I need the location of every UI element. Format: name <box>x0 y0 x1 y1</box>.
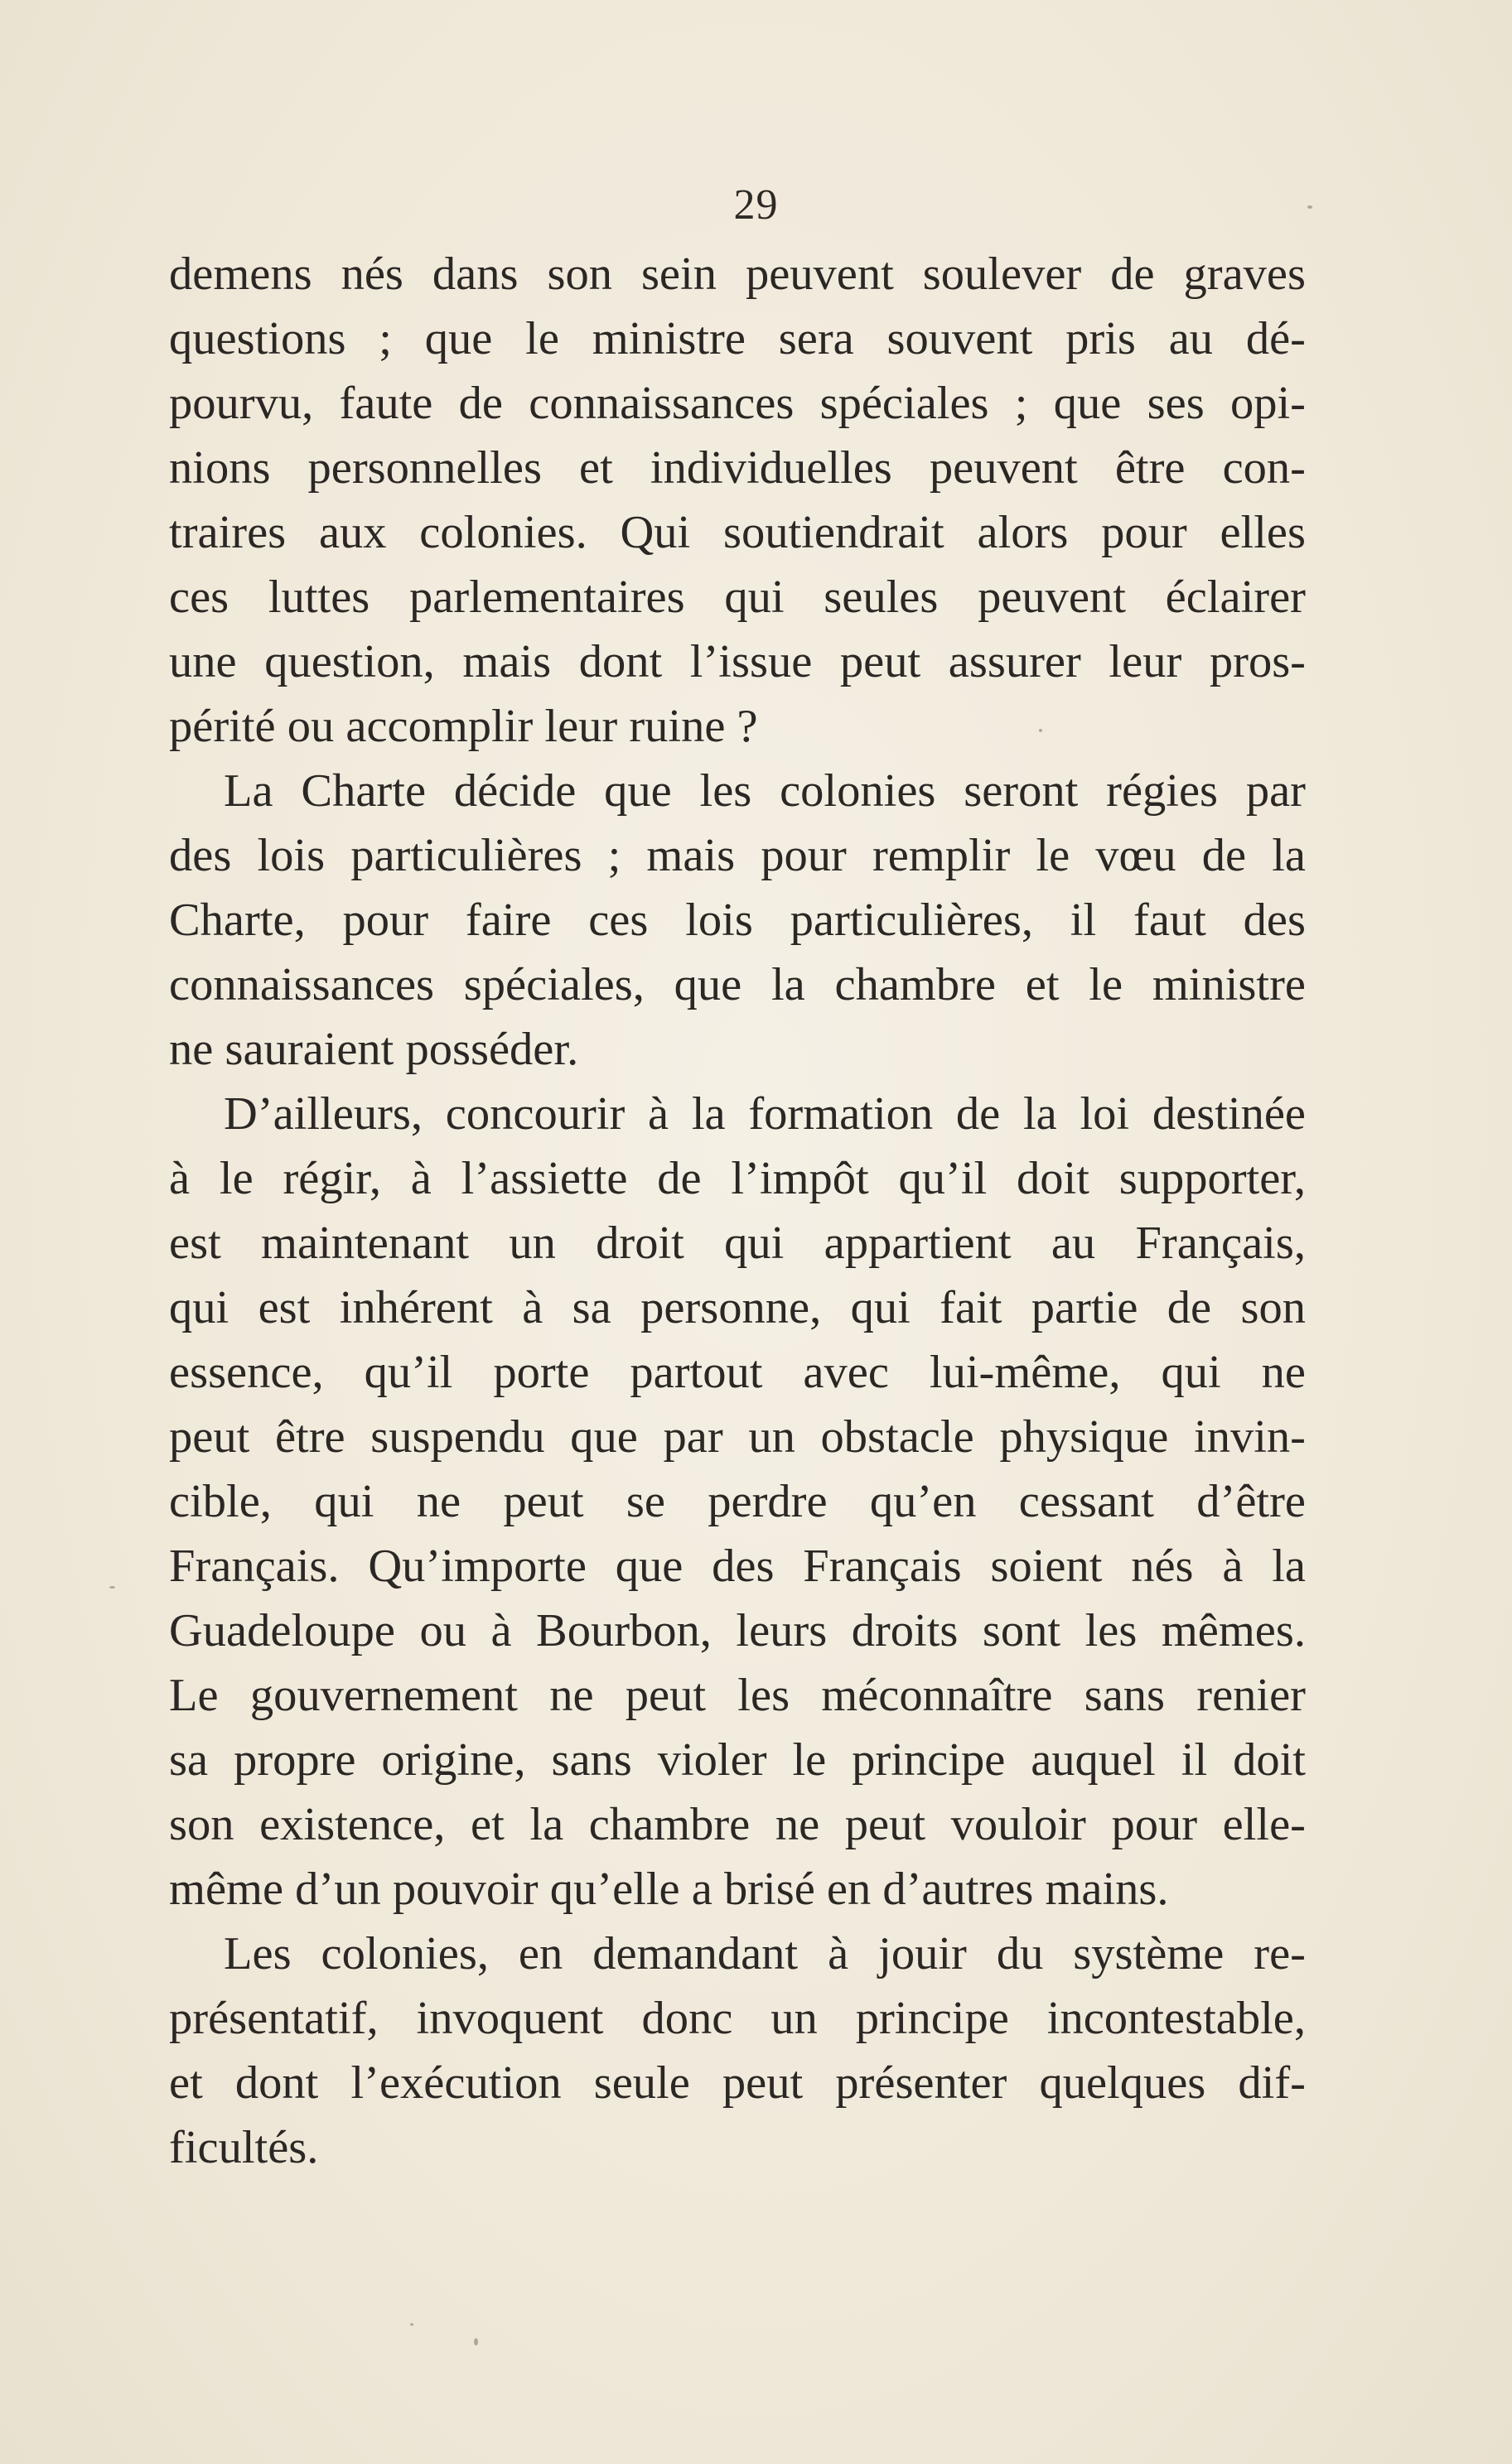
text-line: cible, qui ne peut se perdre qu’en cessant d’être <box>169 1476 1306 1527</box>
paper-speck <box>474 2338 478 2346</box>
text-line: demens nés dans son sein peuvent soulever de graves <box>169 248 1306 300</box>
text-line: une question, mais dont l’issue peut assurer leur pros- <box>169 636 1306 687</box>
text-line: nions personnelles et individuelles peuvent être con- <box>169 442 1306 494</box>
text-line: à le régir, à l’assiette de l’impôt qu’il doit supporter, <box>169 1153 1306 1204</box>
paper-speck <box>109 1586 115 1589</box>
text-line: Le gouvernement ne peut les méconnaître sans renier <box>169 1670 1306 1721</box>
text-line: peut être suspendu que par un obstacle physique invin- <box>169 1411 1306 1463</box>
text-line: connaissances spéciales, que la chambre et le ministre <box>169 959 1306 1010</box>
text-line: périté ou accomplir leur ruine ? <box>169 701 758 752</box>
text-line: son existence, et la chambre ne peut vouloir pour elle- <box>169 1799 1306 1850</box>
paper-speck <box>410 2323 413 2326</box>
text-line: même d’un pouvoir qu’elle a brisé en d’autres mains. <box>169 1864 1169 1915</box>
paper-speck <box>1039 729 1042 732</box>
page-number: 29 <box>733 181 779 229</box>
text-line: pourvu, faute de connaissances spéciales ; que ses opi- <box>169 378 1306 429</box>
paragraph <box>169 1082 1306 1922</box>
text-line: présentatif, invoquent donc un principe incontestable, <box>169 1993 1306 2044</box>
paragraph <box>169 759 1306 1082</box>
text-line: Les colonies, en demandant à jouir du système re- <box>224 1928 1306 1979</box>
text-line: D’ailleurs, concourir à la formation de la loi destinée <box>224 1088 1306 1140</box>
text-line: ficultés. <box>169 2122 319 2173</box>
body-text <box>169 242 1306 2180</box>
text-line: Charte, pour faire ces lois particulières, il faut des <box>169 894 1306 946</box>
text-line: Français. Qu’importe que des Français soient nés à la <box>169 1541 1306 1592</box>
text-line: Guadeloupe ou à Bourbon, leurs droits sont les mêmes. <box>169 1605 1306 1656</box>
text-line: ces luttes parlementaires qui seules peuvent éclairer <box>169 571 1306 623</box>
paragraph <box>169 1922 1306 2180</box>
text-line: sa propre origine, sans violer le principe auquel il doit <box>169 1734 1306 1786</box>
text-line: des lois particulières ; mais pour remplir le vœu de la <box>169 830 1306 881</box>
paragraph <box>169 242 1306 759</box>
text-line: ne sauraient posséder. <box>169 1024 579 1075</box>
text-line: traires aux colonies. Qui soutiendrait alors pour elles <box>169 507 1306 558</box>
text-line: essence, qu’il porte partout avec lui-même, qui ne <box>169 1347 1306 1398</box>
text-line: est maintenant un droit qui appartient au Français, <box>169 1218 1306 1269</box>
text-line: La Charte décide que les colonies seront régies par <box>224 765 1306 817</box>
text-line: questions ; que le ministre sera souvent pris au dé- <box>169 313 1306 364</box>
paper-speck <box>1307 205 1312 209</box>
text-line: qui est inhérent à sa personne, qui fait partie de son <box>169 1282 1306 1333</box>
text-line: et dont l’exécution seule peut présenter quelques dif- <box>169 2057 1306 2109</box>
